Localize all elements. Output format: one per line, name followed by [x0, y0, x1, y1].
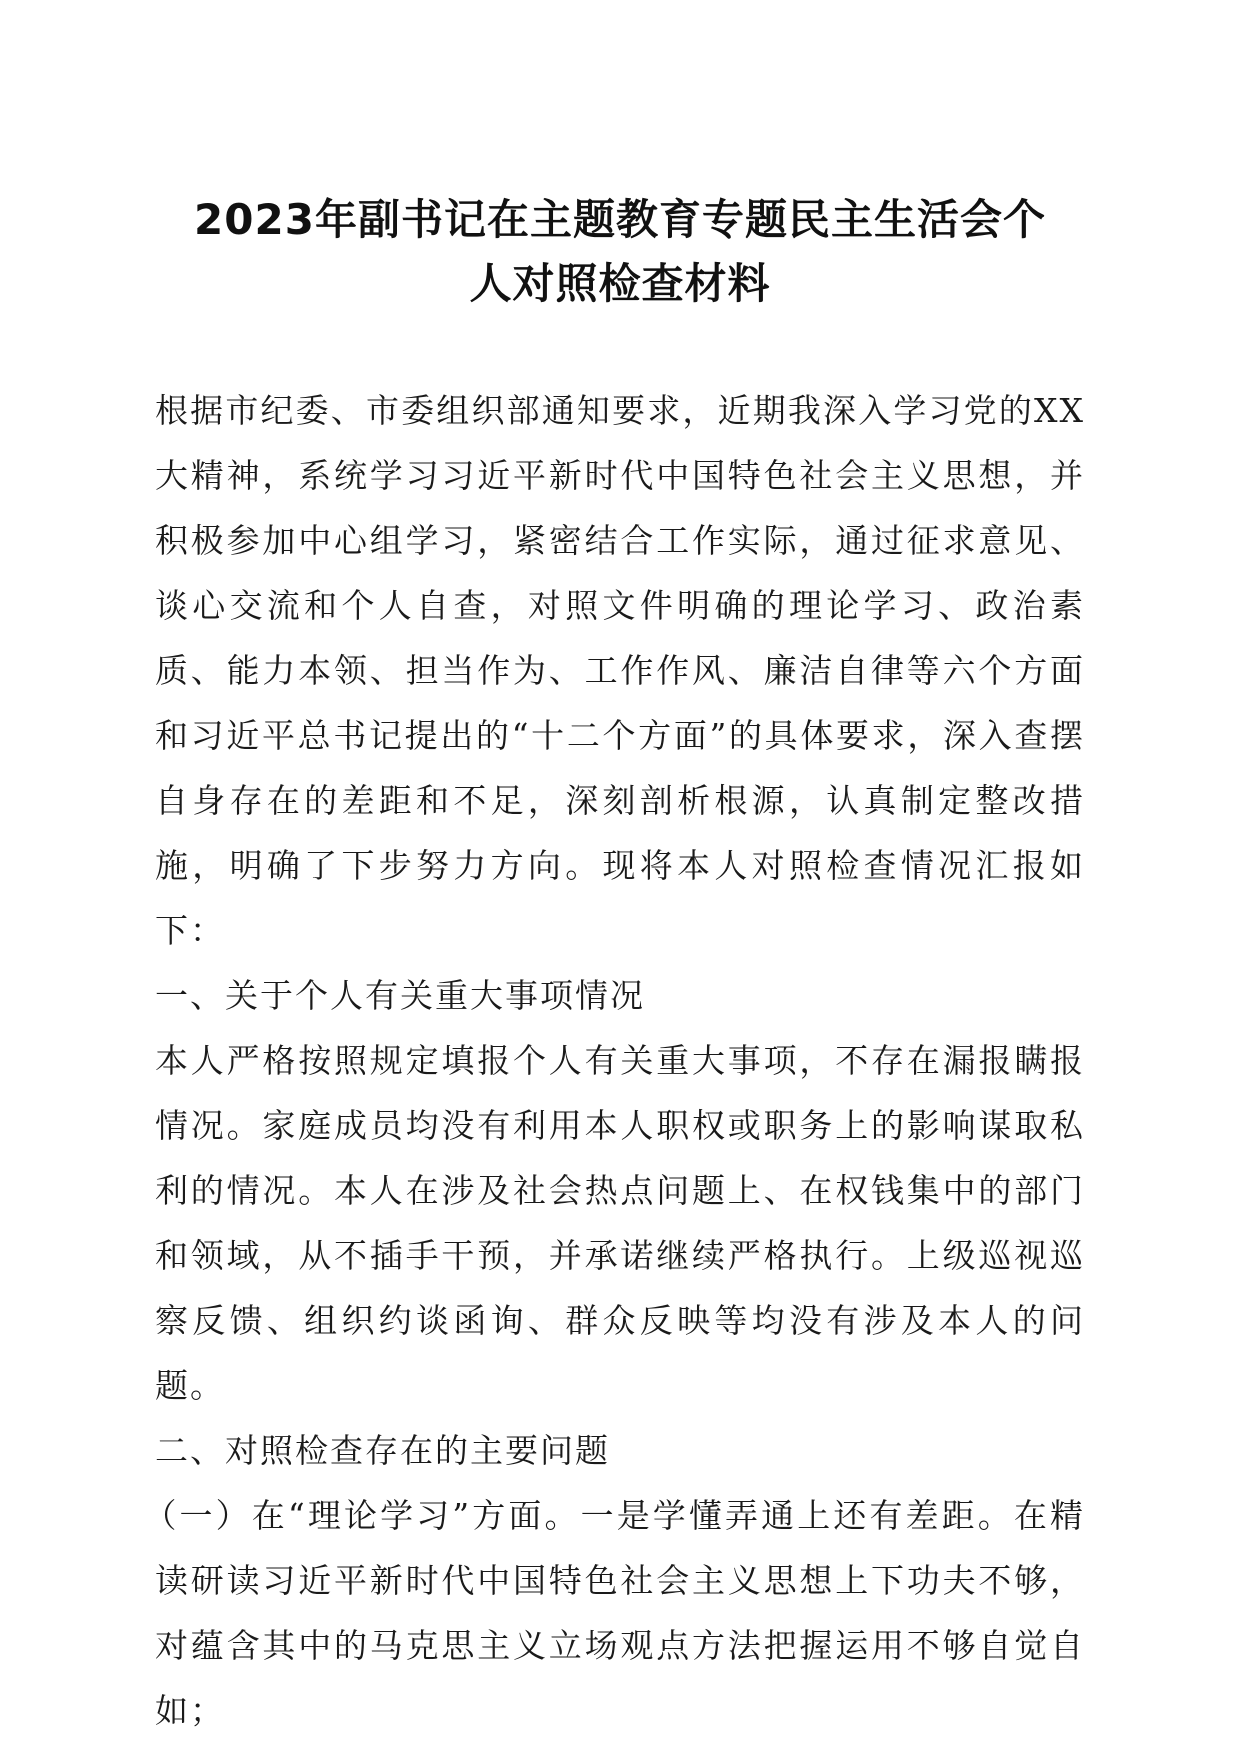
document-body: [143, 378, 1085, 1743]
section-heading-1: 一、关于个人有关重大事项情况: [155, 976, 645, 1015]
document-title: [150, 188, 1090, 316]
title-line-1: 2023年副书记在主题教育专题民主生活会个: [194, 195, 1046, 244]
section-1-paragraph: 本人严格按照规定填报个人有关重大事项，不存在漏报瞒报情况。家庭成员均没有利用本人职权或职务上的影响谋取私利的情况。本人在涉及社会热点问题上、在权钱集中的部门和领域，从不插手干预，并承诺继续严格执行。上级巡视巡察反馈、组织约谈函询、群众反映等均没有涉及本人的问题。: [155, 1041, 1085, 1405]
subsection-1-paragraph: （一）在“理论学习”方面。一是学懂弄通上还有差距。在精读研读习近平新时代中国特色社会主义思想上下功夫不够，对蕴含其中的马克思主义立场观点方法把握运用不够自觉自如；: [143, 1496, 1085, 1730]
title-line-2: 人对照检查材料: [469, 259, 771, 308]
intro-paragraph: 根据市纪委、市委组织部通知要求，近期我深入学习党的XX大精神，系统学习习近平新时代中国特色社会主义思想，并积极参加中心组学习，紧密结合工作实际，通过征求意见、谈心交流和个人自查，对照文件明确的理论学习、政治素质、能力本领、担当作为、工作作风、廉洁自律等六个方面和习近平总书记提出的“十二个方面”的具体要求，深入查摆自身存在的差距和不足，深刻剖析根源，认真制定整改措施，明确了下步努力方向。现将本人对照检查情况汇报如下：: [155, 391, 1085, 950]
section-heading-2: 二、对照检查存在的主要问题: [155, 1431, 610, 1470]
